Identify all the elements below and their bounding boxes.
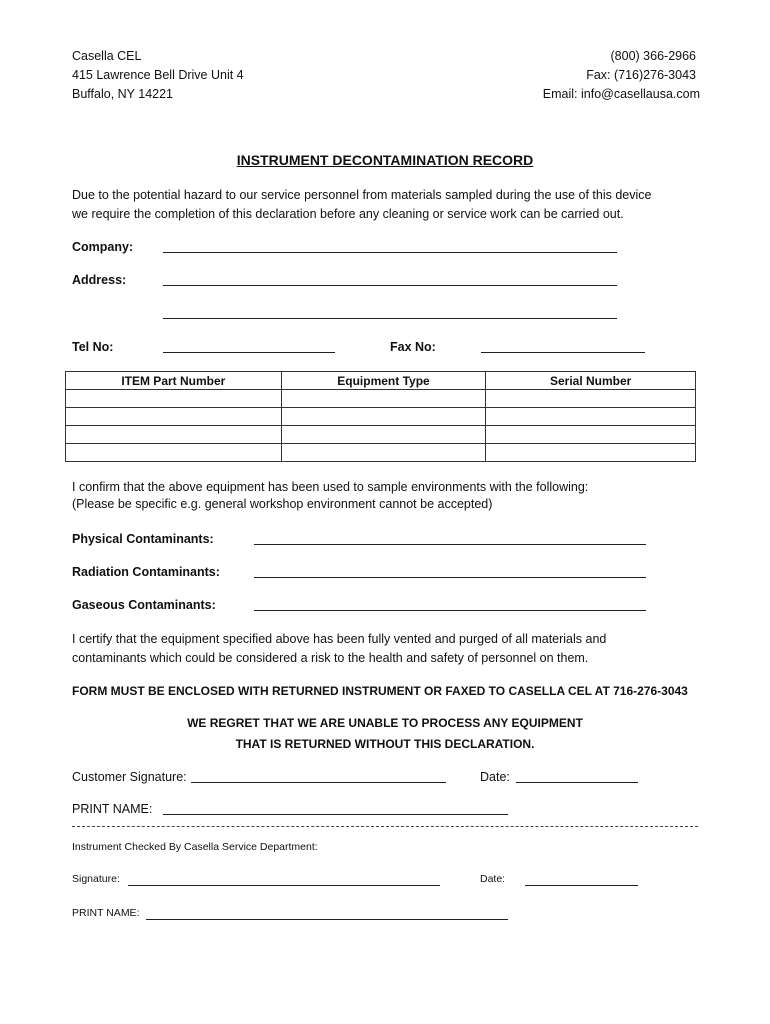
fax-input-line[interactable] [481, 352, 645, 353]
company-phone: (800) 366-2966 [610, 49, 696, 63]
gaseous-contaminants-input-line[interactable] [254, 610, 646, 611]
table-cell[interactable] [66, 390, 282, 408]
intro-line-1: Due to the potential hazard to our service personnel from materials sampled during the use of this device [72, 188, 652, 202]
column-header-equipment-type: Equipment Type [281, 372, 486, 390]
table-row [66, 426, 696, 444]
table-cell[interactable] [281, 390, 486, 408]
table-cell[interactable] [486, 444, 696, 462]
confirm-line-1: I confirm that the above equipment has been used to sample environments with the following: [72, 480, 589, 494]
certify-line-2: contaminants which could be considered a risk to the health and safety of personnel on them. [72, 651, 589, 665]
confirm-line-2: (Please be specific e.g. general workshop environment cannot be accepted) [72, 497, 493, 511]
service-date-input-line[interactable] [525, 885, 638, 886]
customer-signature-label: Customer Signature: [72, 770, 187, 784]
equipment-table-header-row [66, 372, 696, 390]
company-input-line[interactable] [163, 252, 617, 253]
table-cell[interactable] [281, 444, 486, 462]
customer-print-name-label: PRINT NAME: [72, 802, 153, 816]
table-cell[interactable] [486, 390, 696, 408]
table-cell[interactable] [281, 426, 486, 444]
table-cell[interactable] [66, 408, 282, 426]
document-title: INSTRUMENT DECONTAMINATION RECORD [236, 152, 534, 168]
table-row [66, 408, 696, 426]
column-header-serial-number: Serial Number [486, 372, 696, 390]
service-signature-input-line[interactable] [128, 885, 440, 886]
customer-date-label: Date: [480, 770, 510, 784]
physical-contaminants-label: Physical Contaminants: [72, 532, 214, 546]
enclose-notice: FORM MUST BE ENCLOSED WITH RETURNED INSTRUMENT OR FAXED TO CASELLA CEL AT 716-276-3043 [72, 684, 688, 698]
fax-label: Fax No: [390, 340, 436, 354]
table-cell[interactable] [66, 444, 282, 462]
table-row [66, 444, 696, 462]
service-signature-label: Signature: [72, 873, 120, 885]
intro-line-2: we require the completion of this declaration before any cleaning or service work can be carried out. [72, 207, 624, 221]
customer-signature-input-line[interactable] [191, 782, 446, 783]
company-name: Casella CEL [72, 49, 142, 63]
address-input-line-2[interactable] [163, 318, 617, 319]
company-email: Email: info@casellausa.com [542, 87, 700, 101]
tel-input-line[interactable] [163, 352, 335, 353]
service-date-label: Date: [480, 873, 506, 885]
regret-notice-line-2: THAT IS RETURNED WITHOUT THIS DECLARATION. [235, 737, 535, 751]
company-address-line2: Buffalo, NY 14221 [72, 87, 174, 101]
radiation-contaminants-label: Radiation Contaminants: [72, 565, 220, 579]
customer-print-name-input-line[interactable] [163, 814, 508, 815]
service-print-name-input-line[interactable] [146, 919, 508, 920]
service-print-name-label: PRINT NAME: [72, 907, 140, 919]
tel-label: Tel No: [72, 340, 114, 354]
table-cell[interactable] [486, 408, 696, 426]
address-label: Address: [72, 273, 127, 287]
physical-contaminants-input-line[interactable] [254, 544, 646, 545]
gaseous-contaminants-label: Gaseous Contaminants: [72, 598, 216, 612]
table-cell[interactable] [66, 426, 282, 444]
equipment-table [65, 371, 696, 462]
service-checked-by-label: Instrument Checked By Casella Service Department: [72, 841, 318, 853]
cut-line-divider [72, 826, 698, 827]
radiation-contaminants-input-line[interactable] [254, 577, 646, 578]
certify-line-1: I certify that the equipment specified above has been fully vented and purged of all materials and [72, 632, 607, 646]
table-row [66, 390, 696, 408]
company-label: Company: [72, 240, 134, 254]
customer-date-input-line[interactable] [516, 782, 638, 783]
table-cell[interactable] [486, 426, 696, 444]
column-header-part-number: ITEM Part Number [66, 372, 282, 390]
address-input-line-1[interactable] [163, 285, 617, 286]
company-address-line1: 415 Lawrence Bell Drive Unit 4 [72, 68, 244, 82]
regret-notice-line-1: WE REGRET THAT WE ARE UNABLE TO PROCESS ANY EQUIPMENT [187, 716, 583, 730]
company-fax: Fax: (716)276-3043 [586, 68, 696, 82]
table-cell[interactable] [281, 408, 486, 426]
